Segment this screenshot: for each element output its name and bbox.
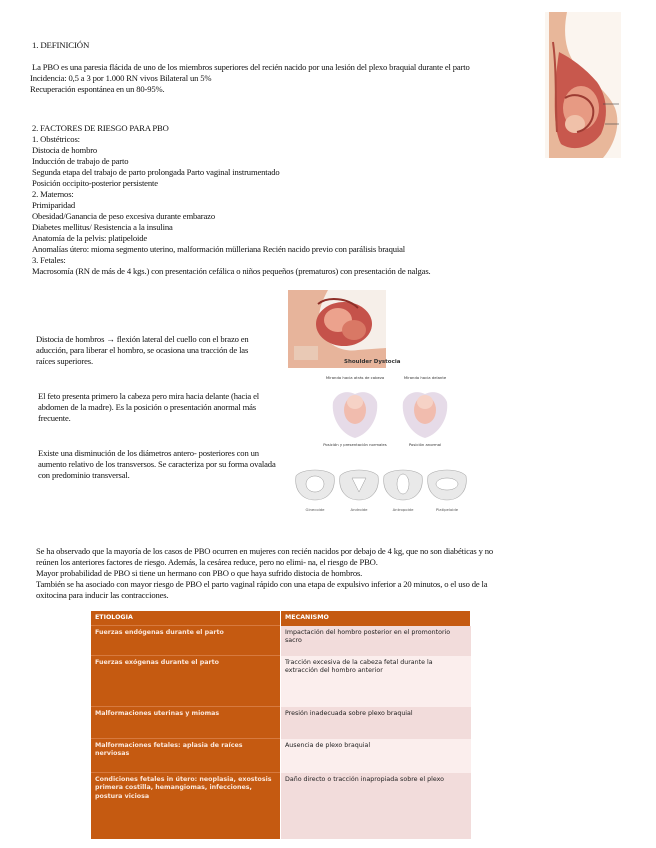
risk-line: 2. Maternos: [32,189,74,199]
mecanismo-cell: Presión inadecuada sobre plexo braquial [281,707,471,739]
position-label-abnormal-top: Mirando hacia delante [403,375,447,380]
header-etiologia: ETIOLOGIA [91,611,281,626]
mecanismo-cell: Daño directo o tracción inapropiada sobre el plexo [281,773,471,839]
risk-line: Posición occipito-posterior persistente [32,178,158,188]
risk-line: Inducción de trabajo de parto [32,156,129,166]
table-row [91,739,471,773]
risk-line: Anatomía de la pelvis: platipeloide [32,233,148,243]
mecanismo-cell: Impactación del hombro posterior en el promontorio sacro [281,626,471,656]
definition-line: La PBO es una paresia flácida de uno de los miembros superiores del recién nacido por una lesión del plexo braquial durante el parto [32,62,470,72]
table-row [91,773,471,839]
pelvis-label: Antropoide [392,507,414,512]
etiologia-cell: Fuerzas endógenas durante el parto [91,626,281,656]
etiologia-cell: Malformaciones fetales: aplasia de raíces nerviosas [91,739,281,773]
risk-line: Distocia de hombro [32,145,98,155]
observation-line: oxitocina para inducir las contracciones. [36,590,169,600]
pelvis-label: Platipeloide [435,507,459,512]
posicion-paragraph: El feto presenta primero la cabeza pero mira hacia delante (hacia el abdomen de la madre). Es la posición o presentación anormal más frecuente. [38,391,259,423]
shoulder-dystocia-illustration [288,290,401,368]
header-mecanismo: MECANISMO [281,611,471,626]
section1-heading: 1. DEFINICIÓN [32,40,90,50]
table-row [91,707,471,739]
pregnancy-illustration [545,12,621,158]
recovery-line: Recuperación espontánea en un 80-95%. [30,84,165,94]
etiologia-cell: Fuerzas exógenas durante el parto [91,656,281,707]
diametros-paragraph: Existe una disminución de los diámetros antero- posteriores con un aumento relativo de los transversos. Se caracteriza por su forma ovalada con predominio transversal. [38,448,276,480]
shoulder-dystocia-caption: Shoulder Dystocia [344,359,401,365]
pelvis-label: Androide [350,507,368,512]
etiology-table [91,611,471,839]
distocia-paragraph: Distocia de hombros → flexión lateral del cuello con el brazo en aducción, para liberar el hombro, se ocasiona una tracción de las raíces superiores. [36,334,249,366]
risk-line: 3. Fetales: [32,255,66,265]
table-header-row [91,611,471,626]
incidence-line: Incidencia: 0,5 a 3 por 1.000 RN vivos Bilateral un 5% [30,73,212,83]
position-label-normal-bottom: Posición y presentación normales [323,442,387,447]
risk-line: Macrosomía (RN de más de 4 kgs.) con presentación cefálica o niños pequeños (prematuros) con presentación de nalgas. [32,266,431,276]
risk-line: Diabetes mellitus/ Resistencia a la insulina [32,222,173,232]
pelvis-label: Ginecoide [305,507,325,512]
table-row [91,656,471,707]
risk-line: Obesidad/Ganancia de peso excesiva durante embarazo [32,211,215,221]
risk-line: Primiparidad [32,200,76,210]
pelvis-types-illustration [292,462,468,516]
etiologia-cell: Condiciones fetales in útero: neoplasia, exostosis primera costilla, hemangiomas, infecciones, postura viciosa [91,773,281,839]
mecanismo-cell: Tracción excesiva de la cabeza fetal durante la extracción del hombro anterior [281,656,471,707]
risk-line: Segunda etapa del trabajo de parto prolongada Parto vaginal instrumentado [32,167,280,177]
observation-line: reúnen los anteriores factores de riesgo. Además, la cesárea reduce, pero no elimi- na, el riesgo de PBO. [36,557,378,567]
etiologia-cell: Malformaciones uterinas y miomas [91,707,281,739]
position-label-normal-top: Mirando hacia atrás de cabeza [325,375,385,380]
section2-heading: 2. FACTORES DE RIESGO PARA PBO [32,123,169,133]
observation-line: También se ha asociado con mayor riesgo de PBO el parto vaginal rápido con una etapa de expulsivo inferior a 20 minutos, o el uso de la [36,579,488,589]
observation-line: Mayor probabilidad de PBO si tiene un hermano con PBO o que haya sufrido distocia de hombros. [36,568,363,578]
position-label-abnormal-bottom: Posición anormal [408,442,442,447]
mecanismo-cell: Ausencia de plexo braquial [281,739,471,773]
observation-line: Se ha observado que la mayoría de los casos de PBO ocurren en mujeres con recién nacidos por debajo de 4 kg, que no son diabéticas y no [36,546,494,556]
risk-line: Anomalías útero: mioma segmento uterino, malformación mülleriana Recién nacido previo con parálisis braquial [32,244,406,254]
risk-line: 1. Obstétricos: [32,134,80,144]
fetal-position-illustration [325,372,460,454]
table-row [91,626,471,656]
